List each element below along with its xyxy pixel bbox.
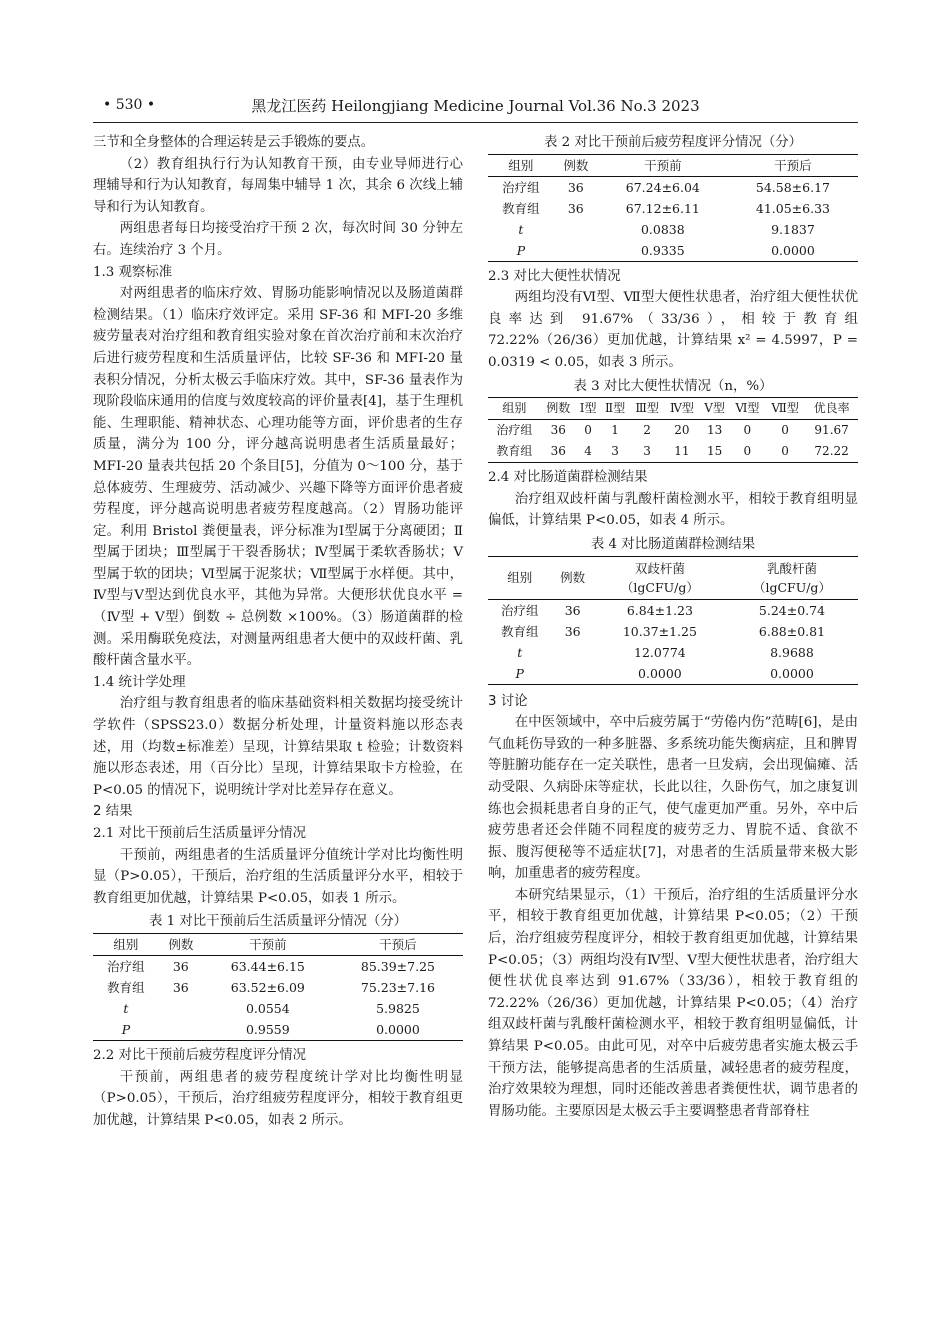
table-row (488, 219, 858, 240)
table-cell: 36 (172, 979, 189, 995)
table-cell: 2 (643, 423, 651, 438)
table-cell: 41.05±6.33 (755, 200, 830, 216)
table-4-caption: 表 4 对比肠道菌群检测结果 (590, 536, 756, 552)
table-cell: 0 (743, 444, 752, 459)
table-cell: 36 (172, 958, 189, 974)
table-header: Ⅵ型 (730, 398, 765, 420)
table-cell: 1 (611, 423, 619, 438)
table-header: 例数 (159, 933, 203, 955)
table-row (488, 441, 858, 463)
table-cell: 6.88±0.81 (758, 623, 826, 639)
table-cell: 治疗组 (501, 602, 539, 618)
table-row (93, 1019, 463, 1041)
paragraph: 治疗组与教育组患者的临床基础资料相关数据均接受统计学软件（SPSS23.0）数据分析处理，计量资料施以形态表述，用（均数±标准差）呈现，计算结果取 t 检验；计数资料施以形态表述，用（百分比）呈现，计算结果取卡方检验，在 P<0.05 的情况下，说明统计学对比差异存在意义。 (93, 696, 463, 798)
table-cell: t (518, 221, 524, 237)
table-row (488, 599, 858, 621)
table-cell: t (123, 1000, 129, 1016)
table-cell: 0.0554 (245, 1000, 290, 1016)
paragraph: 本研究结果显示，（1）干预后，治疗组的生活质量评分水平，相较于教育组更加优越，计算结果 P<0.05；（2）干预后，治疗组疲劳程度评分，相较于教育组更加优越，计算结果 P<0.05；（3）两组均没有Ⅳ型、Ⅴ型大便性状患者，治疗组大便性状优良率达到 91.67%（33/36），相较于教育组的72.22%（26/36）更加优越，计算结果 P<0.05；（4）治疗组双歧杆菌与乳酸杆菌检测水平，相较于教育组明显偏低，计算结果 P<0.05。由此可见，对卒中后疲劳患者实施太极云手干预方法，能够提高患者的生活质量，减轻患者的疲劳程度，治疗效果较为理想，同时还能改善患者粪便性状，调节患者的胃肠功能。主要原因是太极云手主要调整患者背部脊柱 (488, 887, 858, 1119)
table-row (488, 176, 858, 198)
table-header: Ⅶ型 (765, 398, 805, 420)
table-header: 组别 (488, 556, 552, 599)
table-cell: 0 (584, 423, 592, 438)
section-heading-2-2: 2.2 对比干预前后疲劳程度评分情况 (93, 1047, 307, 1063)
table-cell: 8.9688 (770, 644, 814, 660)
table-cell: 治疗组 (502, 179, 540, 195)
table-header: Ⅱ型 (600, 398, 630, 420)
table-header: 干预前 (203, 933, 333, 955)
table-2 (488, 154, 858, 262)
table-header: 组别 (93, 933, 159, 955)
table-cell: 91.67 (814, 423, 849, 438)
table-row (488, 621, 858, 642)
paragraph: （2）教育组执行行为认知教育干预，由专业导师进行心理辅导和行为认知教育，每周集中辅导 1 次，其余 6 次线上辅导和行为认知教育。 (93, 156, 463, 215)
table-cell: 教育组 (502, 200, 540, 216)
table-4 (488, 556, 858, 685)
left-column (93, 132, 463, 1131)
paragraph: 干预前，两组患者的生活质量评分值统计学对比均衡性明显（P>0.05），干预后，治疗组的生活质量评分水平，相较于教育组更加优越，计算结果 P<0.05，如表 1 所示。 (93, 847, 463, 906)
table-header: Ⅰ型 (576, 398, 601, 420)
table-cell (554, 219, 598, 240)
paragraph: 对两组患者的临床疗效、胃肠功能影响情况以及肠道菌群检测结果。（1）临床疗效评定。采用 SF-36 和 MFI-20 多维疲劳量表对治疗组和教育组实验对象在首次治疗前和末次治疗后进行疲劳程度和生活质量评估，比较 SF-36 和 MFI-20 量表积分情况，分析太极云手临床疗效。其中，SF-36 量表作为现阶段临床通用的信度与效度较高的评价量表[4]，基于生理机能、生理职能、精神状态、心理功能等方面，评价患者的生存质量，满分为 100 分，评分越高说明患者生活质量最好；MFI-20 量表共包括 20 个条目[5]，分值为 0～100 分，基于总体疲劳、生理疲劳、活动减少、兴趣下降等方面评价患者疲劳程度，评分越高说明患者疲劳程度越高。（2）胃肠功能评定。利用 Bristol 粪便量表，评分标准为Ⅰ型属于分离硬团；Ⅱ型属于团块；Ⅲ型属于干裂香肠状；Ⅳ型属于柔软香肠状；Ⅴ型属于软的团块；Ⅵ型属于泥浆状；Ⅶ型属于水样便。其中，Ⅳ型与Ⅴ型达到优良水平，其他为异常。大便形状优良水平 =（Ⅳ型 + Ⅴ型）倒数 ÷ 总例数 ×100%。（3）肠道菌群的检测。采用酶联免疫法，对测量两组患者大便中的双歧杆菌、乳酸杆菌含量水平。 (93, 286, 463, 669)
table-cell (552, 642, 594, 663)
table-cell: 0.0000 (638, 665, 682, 681)
table-3 (488, 397, 858, 463)
table-cell: 36 (564, 602, 581, 618)
table-cell: 3 (643, 444, 651, 459)
table-cell: 0.0000 (770, 665, 814, 681)
section-heading-3: 3 讨论 (488, 693, 528, 709)
table-cell: 12.0774 (634, 644, 686, 660)
table-cell: 11 (674, 444, 690, 459)
table-cell: 85.39±7.25 (360, 958, 435, 974)
right-column (488, 132, 858, 1122)
table-cell: 教育组 (496, 444, 533, 459)
table-cell: 0 (781, 444, 789, 459)
table-cell: 0 (781, 423, 789, 438)
table-row (488, 198, 858, 219)
table-header: Ⅴ型 (700, 398, 730, 420)
table-row (488, 420, 858, 442)
table-cell (159, 1019, 203, 1041)
table-cell: 教育组 (501, 623, 539, 639)
table-cell: 治疗组 (496, 423, 533, 438)
table-cell (552, 663, 594, 685)
table-cell: 13 (706, 423, 723, 438)
table-cell: t (517, 644, 523, 660)
table-cell: 75.23±7.16 (360, 979, 435, 995)
table-header: Ⅳ型 (664, 398, 699, 420)
table-row (93, 955, 463, 977)
table-cell: 5.24±0.74 (758, 602, 826, 618)
table-cell: 63.44±6.15 (230, 958, 305, 974)
header-bifido: 双歧杆菌 (634, 560, 685, 576)
table-3-caption: 表 3 对比大便性状情况（n，%） (573, 378, 773, 394)
table-row (93, 977, 463, 998)
section-heading-2-3: 2.3 对比大便性状情况 (488, 268, 621, 284)
table-cell: 36 (550, 444, 566, 459)
table-cell: 67.12±6.11 (625, 200, 700, 216)
table-cell: 63.52±6.09 (230, 979, 305, 995)
table-header: 例数 (541, 398, 576, 420)
section-heading-2: 2 结果 (93, 804, 133, 820)
table-cell: 教育组 (107, 979, 145, 995)
table-1 (93, 933, 463, 1041)
table-cell: 0.9559 (245, 1021, 290, 1037)
table-header: 干预后 (728, 154, 858, 176)
table-cell: 20 (674, 423, 690, 438)
table-cell: 6.84±1.23 (626, 602, 693, 618)
paragraph: 治疗组双歧杆菌与乳酸杆菌检测水平，相较于教育组明显偏低，计算结果 P<0.05，如表 4 所示。 (488, 491, 858, 529)
table-header: 干预前 (598, 154, 728, 176)
table-header: 干预后 (333, 933, 463, 955)
table-cell: 0.0000 (376, 1021, 420, 1037)
table-cell: 15 (706, 444, 723, 459)
table-cell: P (121, 1021, 131, 1037)
paragraph: 两组均没有Ⅵ型、Ⅶ型大便性状患者，治疗组大便性状优良率达到 91.67%（33/36），相较于教育组 72.22%（26/36）更加优越，计算结果 x² = 4.5997，P = 0.0319 < 0.05，如表 3 所示。 (488, 290, 858, 370)
table-cell: 36 (550, 423, 566, 438)
paragraph: 三节和全身整体的合理运转是云手锻炼的要点。 (93, 135, 375, 150)
paragraph: 两组患者每日均接受治疗干预 2 次，每次时间 30 分钟左右。连续治疗 3 个月。 (93, 221, 463, 258)
table-cell: P (516, 242, 526, 258)
table-header: 例数 (552, 556, 594, 599)
table-cell (159, 998, 203, 1019)
table-cell: 4 (584, 444, 592, 459)
table-cell: 67.24±6.04 (625, 179, 700, 195)
page-number: • 530 • (103, 97, 156, 113)
table-row (488, 240, 858, 262)
table-cell: 36 (567, 179, 584, 195)
header-lacto-unit: （lgCFU/g） (752, 579, 831, 595)
table-cell: P (515, 665, 524, 681)
header-lacto: 乳酸杆菌 (766, 560, 817, 576)
table-cell: 0.0000 (771, 242, 815, 258)
paragraph: 干预前，两组患者的疲劳程度统计学对比均衡性明显（P>0.05），干预后，治疗组疲劳程度评分，相较于教育组更加优越，计算结果 P<0.05，如表 2 所示。 (93, 1069, 463, 1128)
table-cell: 0 (743, 423, 752, 438)
section-heading-1-4: 1.4 统计学处理 (93, 674, 186, 690)
table-cell: 36 (564, 623, 581, 639)
table-cell: 36 (567, 200, 584, 216)
table-cell (554, 240, 598, 262)
table-cell: 3 (611, 444, 619, 459)
table-header: Ⅲ型 (630, 398, 665, 420)
page-header (93, 92, 858, 123)
table-header: 例数 (554, 154, 598, 176)
table-cell: 72.22 (814, 444, 849, 459)
table-cell: 10.37±1.25 (622, 623, 697, 639)
table-header: 优良率 (805, 398, 858, 420)
table-cell: 0.0838 (640, 221, 685, 237)
paragraph: 在中医领域中，卒中后疲劳属于“劳倦内伤”范畴[6]，是由气血耗伤导致的一种多脏器、多系统功能失衡病症，且和脾胃等脏腑功能存在一定关联性，患者一旦发病，会出现偏瘫、活动受限、久病卧床等症状，长此以往，久卧伤气，加之康复训练也会损耗患者自身的正气，使气虚更加严重。另外，卒中后疲劳患者还会伴随不同程度的疲劳乏力、胃脘不适、食欲不振、腹泻便秘等不适症状[7]，对患者的生活质量带来极大影响，加重患者的疲劳程度。 (488, 715, 858, 882)
journal-title: 黑龙江医药 Heilongjiang Medicine Journal Vol.36 No.3 2023 (251, 97, 700, 115)
table-row (488, 663, 858, 685)
section-heading-1-3: 1.3 观察标准 (93, 264, 173, 280)
table-row (93, 998, 463, 1019)
section-heading-2-4: 2.4 对比肠道菌群检测结果 (488, 470, 648, 486)
table-cell: 54.58±6.17 (755, 179, 830, 195)
table-header: 组别 (488, 154, 554, 176)
section-heading-2-1: 2.1 对比干预前后生活质量评分情况 (93, 826, 307, 841)
table-cell: 9.1837 (771, 221, 815, 237)
table-header (726, 556, 858, 599)
table-cell: 5.9825 (376, 1000, 420, 1016)
table-cell: 0.9335 (640, 242, 685, 258)
table-cell: 治疗组 (107, 958, 145, 974)
table-header (594, 556, 726, 599)
header-bifido-unit: （lgCFU/g） (620, 579, 699, 595)
table-row (488, 642, 858, 663)
table-1-caption: 表 1 对比干预前后生活质量评分情况（分） (148, 914, 408, 930)
table-2-caption: 表 2 对比干预前后疲劳程度评分情况（分） (543, 135, 803, 150)
table-header: 组别 (488, 398, 541, 420)
